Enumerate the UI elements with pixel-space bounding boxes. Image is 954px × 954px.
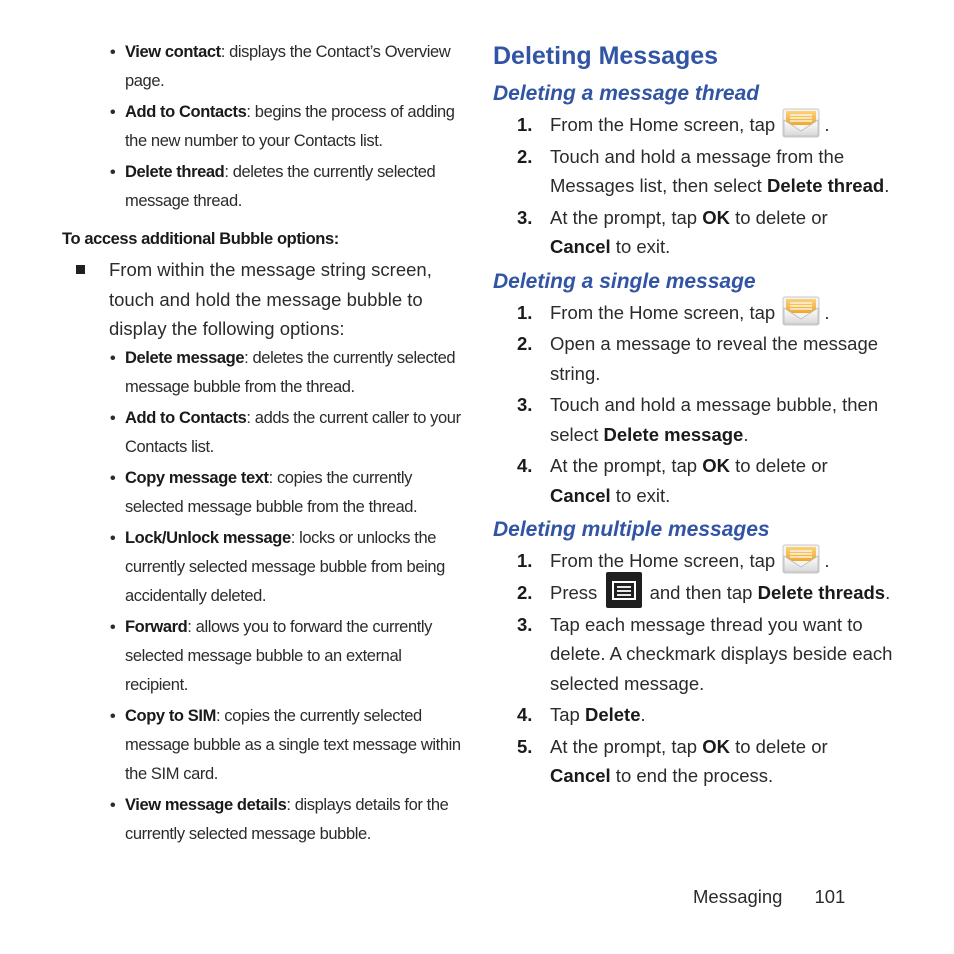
- option-description: : displays the Contact’s Overview page.: [125, 43, 451, 90]
- subsection-heading: Deleting a single message: [493, 269, 756, 293]
- messaging-icon: [782, 544, 820, 574]
- option-term: Delete thread: [125, 163, 225, 181]
- step-text: At the prompt, tap: [550, 455, 703, 476]
- subsection-heading: Deleting multiple messages: [493, 518, 770, 541]
- step-item: [493, 110, 893, 140]
- option-description: : copies the currently selected message bubble as a single text message within the SIM card.: [125, 706, 461, 783]
- step-text: .: [884, 175, 890, 196]
- option-term: View contact: [125, 43, 221, 61]
- step-text: At the prompt, tap: [550, 735, 703, 757]
- option-term: Copy to SIM: [125, 706, 216, 725]
- bullet-icon: •: [110, 469, 116, 487]
- ui-label: Cancel: [550, 765, 611, 787]
- page-number: 101: [814, 886, 846, 907]
- bubble-instruction-text: From within the message string screen, touch and hold the message bubble to display the following options:: [109, 259, 432, 339]
- bullet-icon: •: [110, 104, 116, 121]
- step-text: From the Home screen, tap: [550, 550, 781, 571]
- step-text: to exit.: [610, 236, 671, 257]
- option-description: : copies the currently selected message bubble from the thread.: [125, 468, 418, 516]
- messaging-icon: [782, 296, 820, 326]
- step-text: .: [640, 704, 646, 726]
- bubble-options-list: [62, 344, 462, 849]
- step-number: 3.: [517, 206, 533, 228]
- bubble-instruction: [62, 255, 462, 344]
- step-item: [493, 732, 893, 791]
- step-number: 4.: [517, 455, 533, 476]
- ui-label: Delete: [584, 704, 641, 726]
- step-number: 1.: [517, 114, 533, 135]
- ui-label: OK: [702, 206, 730, 228]
- ui-label: Delete thread: [766, 175, 885, 196]
- option-item: [62, 158, 462, 216]
- option-item: [62, 38, 462, 96]
- option-item: [62, 791, 462, 849]
- step-item: [493, 610, 893, 699]
- option-item: [62, 702, 462, 789]
- bullet-icon: •: [110, 164, 116, 181]
- option-term: Add to Contacts: [125, 408, 247, 427]
- step-item: [493, 451, 893, 510]
- messaging-icon: [782, 108, 820, 138]
- bullet-icon: •: [110, 796, 116, 814]
- step-item: [493, 142, 893, 201]
- contact-options-list: [62, 38, 462, 216]
- step-number: 3.: [517, 394, 533, 415]
- subsection-heading: Deleting a message thread: [493, 82, 760, 105]
- step-text: At the prompt, tap: [550, 206, 703, 228]
- option-item: [62, 344, 462, 402]
- ui-label: Delete message: [603, 423, 744, 445]
- page-footer: [693, 886, 845, 908]
- steps-list: [493, 110, 893, 262]
- procedure-sections: [493, 80, 893, 791]
- step-text: to exit.: [610, 484, 671, 506]
- step-number: 1.: [517, 550, 533, 571]
- step-item: [493, 546, 893, 576]
- step-text: .: [824, 301, 830, 323]
- step-text: Tap: [550, 704, 585, 726]
- ui-label: Cancel: [550, 484, 611, 506]
- bullet-icon: •: [110, 529, 116, 547]
- option-term: Add to Contacts: [125, 103, 247, 121]
- step-text: .: [885, 581, 891, 603]
- step-text: From the Home screen, tap: [550, 301, 781, 323]
- section-title: Deleting Messages: [493, 42, 719, 70]
- step-text: Open a message to reveal the message string.: [550, 333, 879, 384]
- bullet-icon: •: [110, 707, 116, 725]
- step-text: and then tap: [644, 581, 758, 603]
- step-text: Touch and hold a message bubble, then select: [550, 394, 879, 445]
- step-text: to delete or: [729, 455, 828, 476]
- step-text: to end the process.: [610, 765, 774, 787]
- option-description: : displays details for the currently selected message bubble.: [125, 795, 449, 843]
- option-item: [62, 404, 462, 462]
- ui-label: OK: [702, 735, 730, 757]
- step-item: [493, 390, 893, 449]
- step-number: 4.: [517, 704, 533, 726]
- step-number: 3.: [517, 613, 533, 635]
- step-text: .: [824, 114, 830, 135]
- step-item: [493, 578, 893, 608]
- step-number: 2.: [517, 333, 533, 354]
- option-term: Copy message text: [125, 468, 269, 487]
- step-item: [493, 700, 893, 730]
- option-description: : allows you to forward the currently selected message bubble to an external recipient.: [125, 617, 433, 694]
- option-description: : deletes the currently selected message thread.: [125, 163, 436, 210]
- step-item: [493, 203, 893, 262]
- step-number: 5.: [517, 735, 533, 757]
- step-text: to delete or: [729, 735, 828, 757]
- option-description: : begins the process of adding the new number to your Contacts list.: [125, 103, 455, 150]
- square-bullet-icon: [76, 265, 85, 274]
- step-text: Tap each message thread you want to delete. A checkmark displays beside each selected message.: [550, 613, 893, 694]
- option-item: [62, 98, 462, 156]
- step-text: Touch and hold a message from the Messages list, then select: [550, 145, 845, 196]
- option-item: [62, 613, 462, 700]
- step-number: 2.: [517, 581, 533, 603]
- option-description: : locks or unlocks the currently selected message bubble from being accidentally deleted.: [125, 528, 445, 605]
- option-term: Lock/Unlock message: [125, 528, 291, 547]
- option-description: : deletes the currently selected message bubble from the thread.: [125, 348, 456, 396]
- step-number: 2.: [517, 145, 533, 167]
- option-term: Delete message: [125, 348, 245, 367]
- step-text: .: [824, 550, 830, 571]
- steps-list: [493, 298, 893, 511]
- ui-label: Cancel: [550, 236, 611, 257]
- option-item: [62, 464, 462, 522]
- option-term: Forward: [125, 617, 188, 636]
- step-number: 1.: [517, 301, 533, 323]
- steps-list: [493, 546, 893, 791]
- left-column: [62, 38, 462, 851]
- step-text: Press: [550, 581, 603, 603]
- footer-section-name: Messaging: [693, 886, 783, 907]
- step-text: .: [743, 423, 749, 445]
- step-text: From the Home screen, tap: [550, 114, 781, 135]
- step-text: to delete or: [729, 206, 828, 228]
- option-term: View message details: [125, 795, 287, 814]
- step-item: [493, 329, 893, 388]
- bullet-icon: •: [110, 618, 116, 636]
- option-item: [62, 524, 462, 611]
- bubble-options-heading: To access additional Bubble options:: [62, 230, 339, 248]
- option-description: : adds the current caller to your Contacts list.: [125, 408, 461, 456]
- ui-label: OK: [702, 455, 730, 476]
- bullet-icon: •: [110, 44, 116, 61]
- right-column: [493, 38, 893, 793]
- ui-label: Delete threads: [757, 581, 886, 603]
- bullet-icon: •: [110, 349, 116, 367]
- step-item: [493, 298, 893, 328]
- menu-key-icon: [606, 572, 642, 608]
- bullet-icon: •: [110, 409, 116, 427]
